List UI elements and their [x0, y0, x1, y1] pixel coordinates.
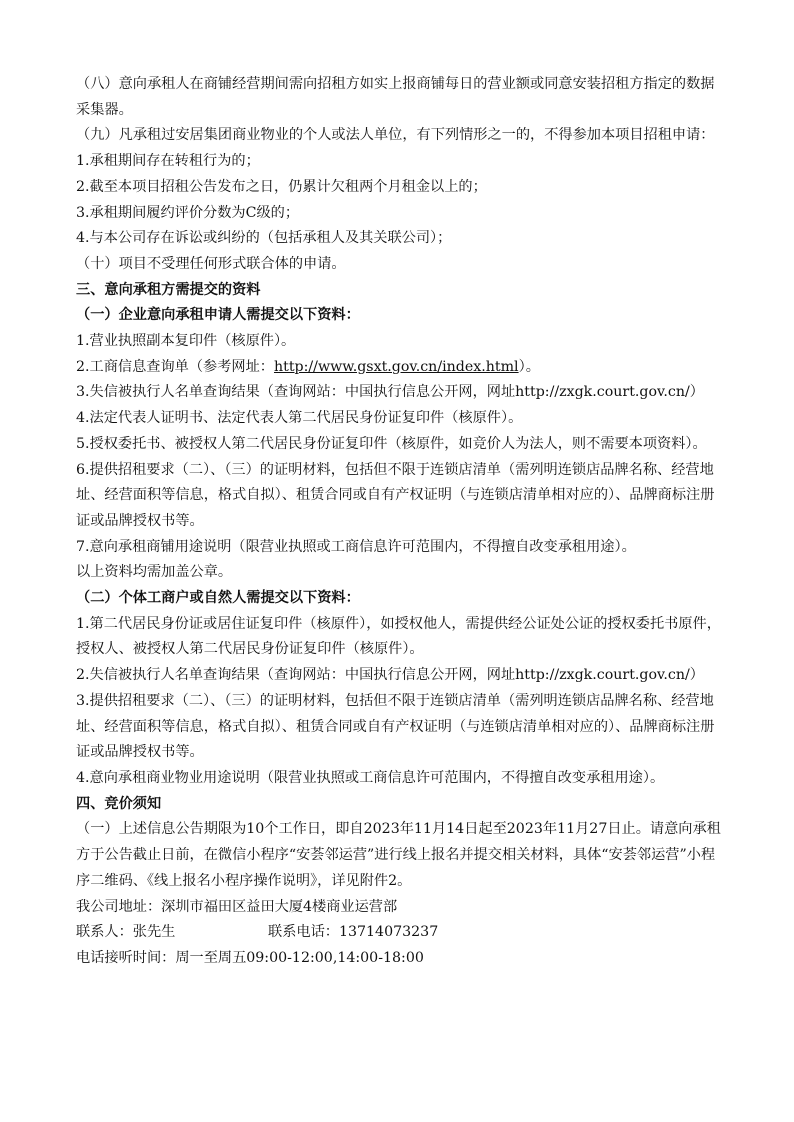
- list-item: 1.第二代居民身份证或居住证复印件（核原件），如授权他人，需提供经公证处公证的授权委托书原件，授权人、被授权人第二代居民身份证复印件（核原件）。: [76, 615, 721, 658]
- company-address: 我公司地址：深圳市福田区益田大厦4楼商业运营部: [76, 898, 398, 915]
- list-item: 3.失信被执行人名单查询结果（查询网站：中国执行信息公开网，网址http://zxgk.court.gov.cn/）: [76, 384, 704, 401]
- list-item: 1.营业执照副本复印件（核原件）。: [76, 333, 296, 350]
- subsection-heading-individual: （二）个体工商户或自然人需提交以下资料：: [76, 590, 360, 607]
- paragraph-8: （八）意向承租人在商铺经营期间需向招租方如实上报商铺每日的营业额或同意安装招租方指定的数据采集器。: [76, 76, 715, 118]
- list-item: 3.承租期间履约评价分数为C级的；: [76, 204, 300, 221]
- phone-hours: 电话接听时间：周一至周五09:00-12:00,14:00-18:00: [76, 949, 424, 966]
- list-item: 4.与本公司存在诉讼或纠纷的（包括承租人及其关联公司）；: [76, 230, 452, 247]
- bidding-notice-paragraph: （一）上述信息公告期限为10个工作日，即自2023年11月14日起至2023年11月27日止。请意向承租方于公告截止日前，在微信小程序“安荟邻运营”进行线上报名并提交相关材料，具体“安荟邻运营”小程序二维码、《线上报名小程序操作说明》，详见附件2。: [76, 821, 721, 889]
- link-suffix: ）。: [518, 358, 540, 375]
- list-item: 2.失信被执行人名单查询结果（查询网站：中国执行信息公开网，网址http://zxgk.court.gov.cn/）: [76, 667, 704, 684]
- list-item-link: [76, 355, 724, 381]
- list-item: 3.提供招租要求（二）、（三）的证明材料，包括但不限于连锁店清单（需列明连锁店品牌名称、经营地址、经营面积等信息，格式自拟）、租赁合同或自有产权证明（与连锁店清单相对应的）、品牌商标注册证或品牌授权书等。: [76, 692, 715, 761]
- subsection-heading-enterprise: （一）企业意向承租申请人需提交以下资料：: [76, 307, 360, 324]
- list-item: 5.授权委托书、被授权人第二代居民身份证复印件（核原件，如竞价人为法人，则不需要本项资料）。: [76, 435, 707, 452]
- contact-person: 联系人：张先生: [76, 924, 176, 941]
- list-item: 4.法定代表人证明书、法定代表人第二代居民身份证复印件（核原件）。: [76, 410, 523, 427]
- section-heading-3: 三、意向承租方需提交的资料: [76, 281, 261, 298]
- list-item: 1.承租期间存在转租行为的；: [76, 153, 260, 170]
- note-seal: 以上资料均需加盖公章。: [76, 564, 233, 581]
- list-item: 6.提供招租要求（二）、（三）的证明材料，包括但不限于连锁店清单（需列明连锁店品牌名称、经营地址、经营面积等信息，格式自拟）、租赁合同或自有产权证明（与连锁店清单相对应的）、品牌商标注册证或品牌授权书等。: [76, 461, 715, 529]
- list-item: 7.意向承租商铺用途说明（限营业执照或工商信息许可范围内，不得擅自改变承租用途）。: [76, 538, 636, 555]
- gsxt-link[interactable]: http://www.gsxt.gov.cn/index.html: [273, 358, 519, 375]
- list-item: 4.意向承租商业物业用途说明（限营业执照或工商信息许可范围内，不得擅自改变承租用途）。: [76, 769, 665, 786]
- contact-phone: 联系电话：13714073237: [268, 924, 439, 941]
- paragraph-10: （十）项目不受理任何形式联合体的申请。: [76, 255, 346, 272]
- list-item: 2.截至本项目招租公告发布之日，仍累计欠租两个月租金以上的；: [76, 178, 487, 195]
- document-page: [76, 72, 724, 972]
- section-heading-4: 四、竞价须知: [76, 795, 162, 812]
- paragraph-9: （九）凡承租过安居集团商业物业的个人或法人单位，有下列情形之一的，不得参加本项目招租申请：: [76, 127, 715, 144]
- contact-row: [76, 920, 724, 946]
- link-prefix: 2.工商信息查询单（参考网址：: [76, 358, 274, 375]
